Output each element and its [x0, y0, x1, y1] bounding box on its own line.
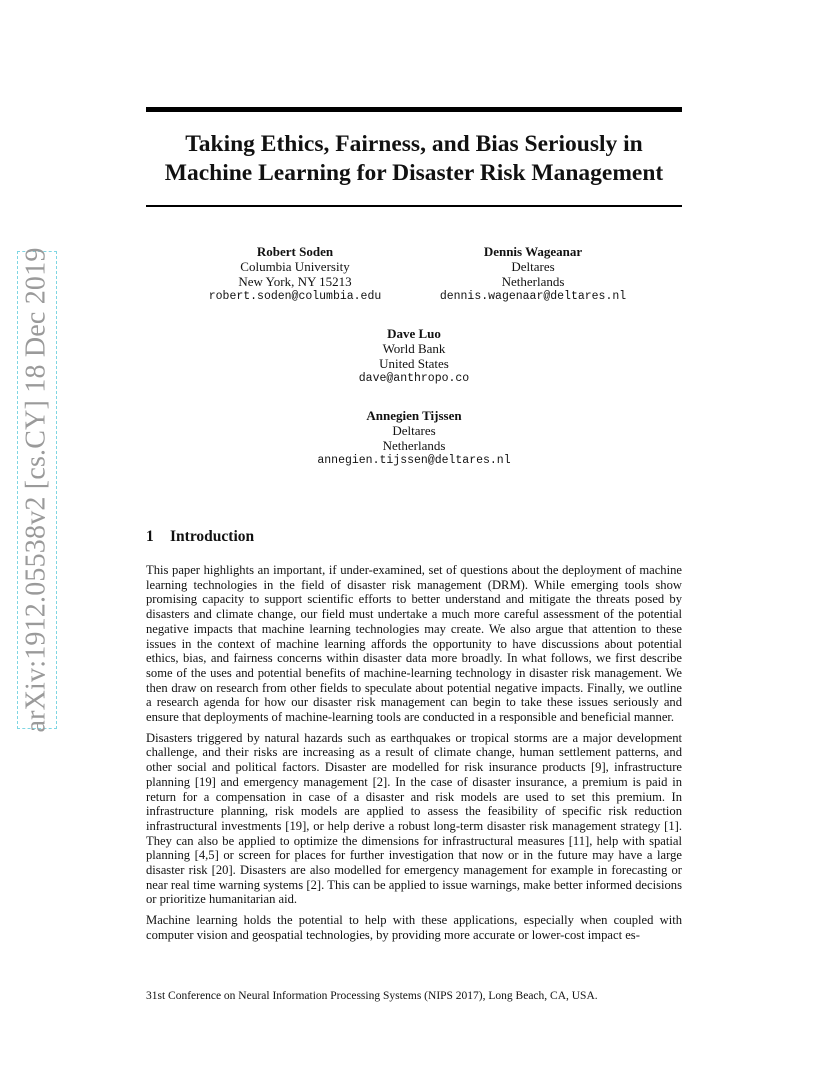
author-name: Robert Soden [256, 244, 334, 259]
author-name: Dave Luo [387, 326, 441, 341]
author-block [279, 408, 549, 468]
author-location: Netherlands [382, 438, 446, 453]
body-text [146, 563, 682, 949]
author-affiliation: Deltares [511, 259, 555, 274]
title-top-rule [146, 107, 682, 112]
author-email[interactable]: annegien.tijssen@deltares.nl [317, 454, 511, 467]
author-block [180, 244, 410, 304]
paragraph: Machine learning holds the potential to help with these applications, especially when coupled with computer vision and geospatial technologies, by providing more accurate or lower-cost impact es- [146, 913, 682, 942]
paper-title-line-1: Taking Ethics, Fairness, and Bias Seriously in [185, 131, 643, 157]
conference-footnote: 31st Conference on Neural Information Processing Systems (NIPS 2017), Long Beach, CA, USA. [146, 990, 598, 1002]
section-heading [146, 528, 254, 546]
section-number: 1 [146, 528, 154, 545]
author-location: United States [379, 356, 449, 371]
paragraph: Disasters triggered by natural hazards such as earthquakes or tropical storms are a major development challenge, and their risks are increasing as a result of climate change, human settlement patterns, and other social and political factors. Disaster are modelled for risk insurance products [9], infrastructure planning [19] and emergency management [2]. In the case of disaster insurance, a premium is paid in return for a compensation in case of a disaster and risk models are used to set this premium. In infrastructure planning, risk models are applied to assess the feasibility of specific risk reduction infrastructural investments [19], or help derive a robust long-term disaster risk management strategy [1]. They can also be applied to optimize the dimensions for infrastructural measures [11], help with spatial planning [4,5] or screen for places for further investigation that now or in the future may have a large disaster risk [20]. Disasters are also modelled for emergency management for example in forecasting or near real time warning systems [2]. This can be applied to issue warnings, make better informed decisions or prioritize humanitarian aid. [146, 730, 682, 907]
section-title: Introduction [170, 528, 255, 545]
paper-title-line-2: Machine Learning for Disaster Risk Management [164, 160, 664, 186]
paragraph: This paper highlights an important, if under-examined, set of questions about the deployment of machine learning technologies in the field of disaster risk management (DRM). While emerging tools show promising capacity to support scientific efforts to better understand and mitigate the threats posed by disasters and climate change, our field must undertake a much more careful assessment of the potential negative impacts that machine learning technologies may create. We also argue that attention to these issues in the context of machine learning affords the opportunity to have discussions about potential ethics, bias, and fairness concerns within disaster data more broadly. In what follows, we first describe some of the uses and potential benefits of machine-learning technology in disaster risk management. We then draw on research from other fields to speculate about potential negative impacts. Finally, we outline a research agenda for how our disaster risk management can begin to take these issues seriously and ensure that deployments of machine-learning tools are conducted in a responsible and beneficial manner. [146, 563, 682, 725]
author-block [299, 326, 529, 386]
author-name: Annegien Tijssen [366, 408, 462, 423]
author-affiliation: Columbia University [240, 259, 350, 274]
author-block [418, 244, 648, 304]
author-affiliation: Deltares [392, 423, 436, 438]
author-email[interactable]: dave@anthropo.co [358, 372, 470, 385]
paper-title [146, 130, 682, 188]
author-name: Dennis Wageanar [483, 244, 583, 259]
arxiv-identifier-stamp[interactable] [16, 247, 58, 733]
title-bottom-rule [146, 205, 682, 207]
author-affiliation: World Bank [382, 341, 446, 356]
author-email[interactable]: dennis.wagenaar@deltares.nl [439, 290, 627, 303]
author-location: Netherlands [501, 274, 565, 289]
arxiv-identifier-text: arXiv:1912.05538v2 [cs.CY] 18 Dec 2019 [21, 247, 53, 733]
author-email[interactable]: robert.soden@columbia.edu [208, 290, 382, 303]
author-location: New York, NY 15213 [238, 274, 352, 289]
